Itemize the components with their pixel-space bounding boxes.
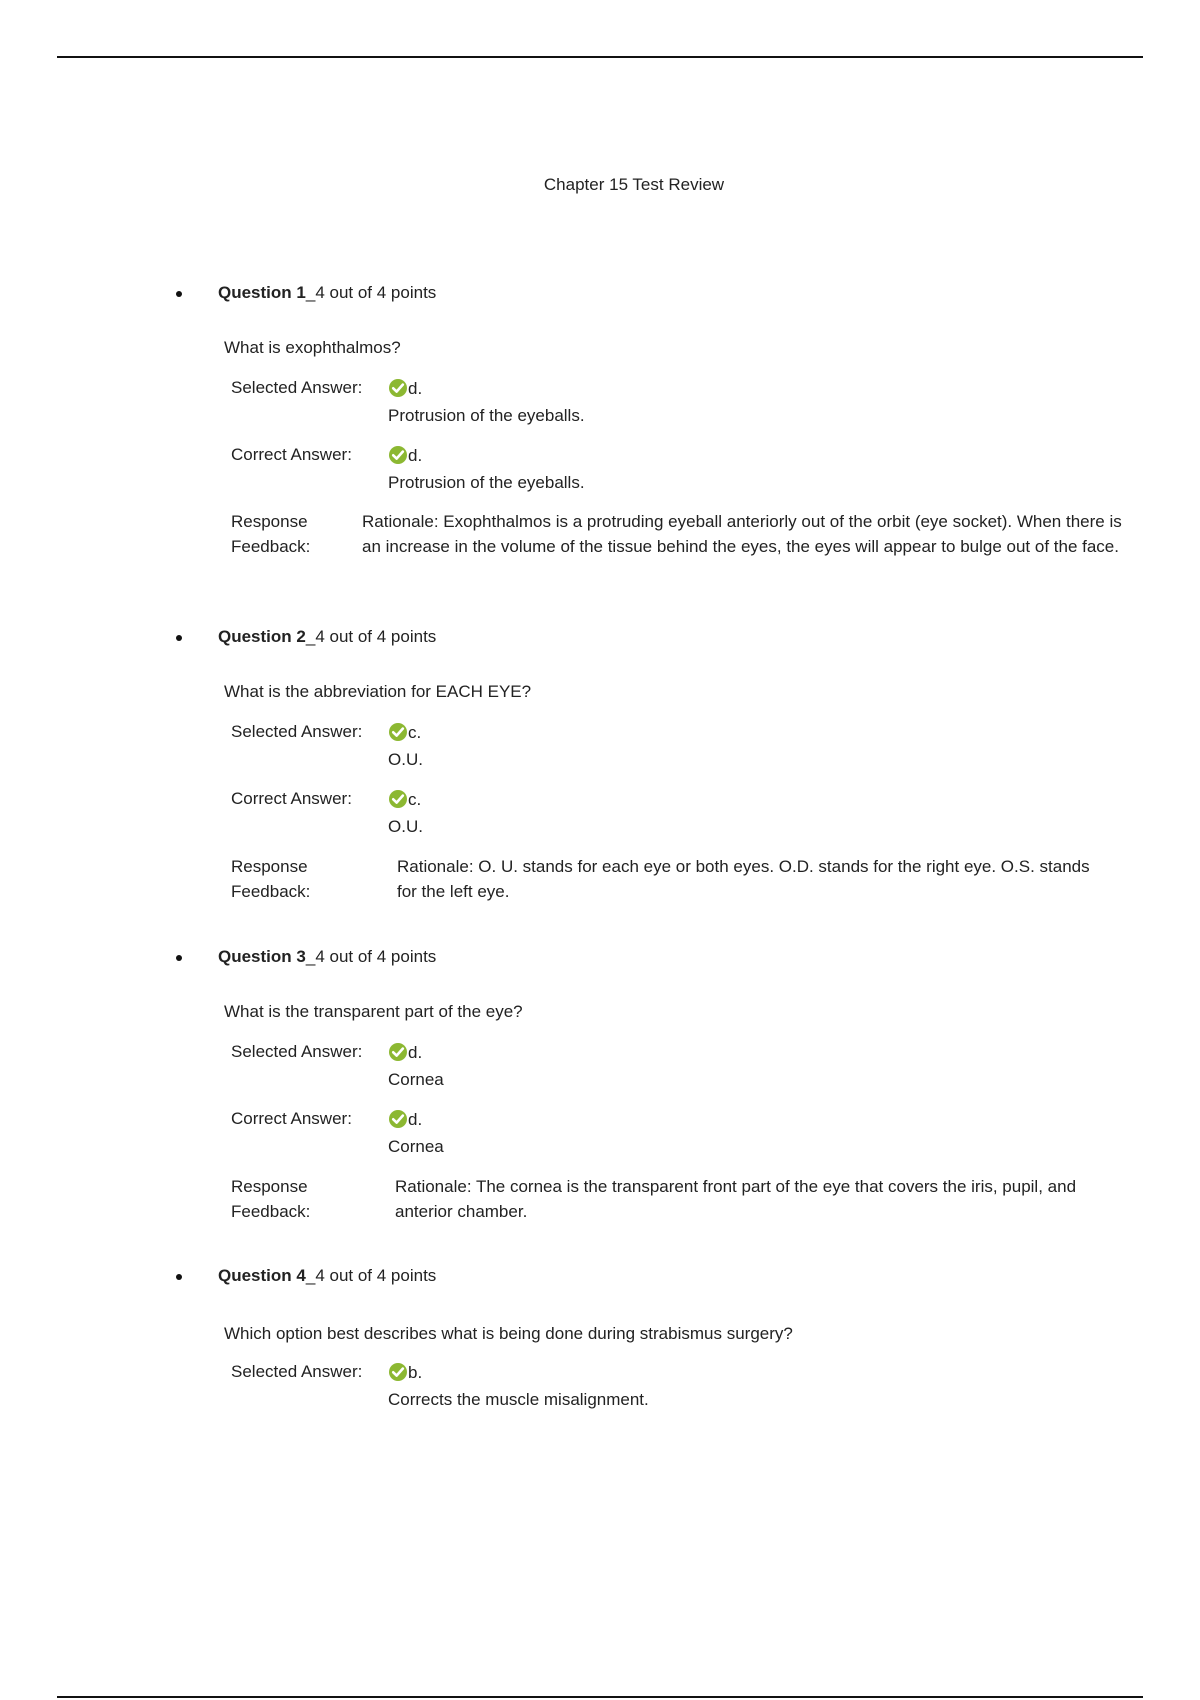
response-feedback-label bbox=[231, 509, 310, 559]
question-number: Question 4 bbox=[218, 1266, 306, 1285]
correct-answer-text: Cornea bbox=[388, 1137, 444, 1156]
question-4 bbox=[176, 1264, 1136, 1409]
question-number: Question 2 bbox=[218, 627, 306, 646]
question-header bbox=[176, 945, 1136, 969]
response-feedback-label bbox=[231, 1174, 310, 1224]
question-header bbox=[176, 281, 1136, 305]
question-text: What is the abbreviation for EACH EYE? bbox=[224, 682, 532, 701]
feedback-label: Feedback: bbox=[231, 1202, 311, 1221]
correct-answer bbox=[388, 786, 423, 840]
question-1 bbox=[176, 281, 1136, 556]
question-2 bbox=[176, 625, 1136, 901]
page-title: Chapter 15 Test Review bbox=[543, 175, 725, 194]
selected-answer-text: Corrects the muscle misalignment. bbox=[388, 1390, 649, 1409]
correct-letter: d. bbox=[408, 446, 423, 465]
question-points: _4 out of 4 points bbox=[305, 627, 437, 646]
selected-answer bbox=[388, 1359, 649, 1413]
selected-answer-text: O.U. bbox=[388, 750, 423, 769]
question-3 bbox=[176, 945, 1136, 1221]
check-icon bbox=[388, 1362, 408, 1382]
correct-answer-label: Correct Answer: bbox=[231, 1109, 352, 1128]
check-icon bbox=[388, 789, 408, 809]
check-icon bbox=[388, 445, 408, 465]
question-number: Question 1 bbox=[218, 283, 306, 302]
check-icon bbox=[388, 378, 408, 398]
selected-letter: c. bbox=[408, 723, 422, 742]
question-number: Question 3 bbox=[218, 947, 306, 966]
correct-answer-label: Correct Answer: bbox=[231, 445, 352, 464]
question-points: _4 out of 4 points bbox=[305, 1266, 437, 1285]
correct-letter: d. bbox=[408, 1110, 423, 1129]
response-label: Response bbox=[231, 1177, 308, 1196]
footer-rule bbox=[57, 1696, 1143, 1698]
bullet-icon bbox=[176, 291, 182, 297]
correct-answer bbox=[388, 1106, 444, 1160]
check-icon bbox=[388, 1109, 408, 1129]
response-feedback-text: Rationale: Exophthalmos is a protruding eyeball anteriorly out of the orbit (eye socket). When there is an increase in the volume of the tissue behind the eyes, the eyes will appear to bulge out of the face. bbox=[362, 512, 1122, 556]
selected-answer bbox=[388, 375, 585, 429]
selected-answer bbox=[388, 719, 423, 773]
bullet-icon bbox=[176, 1274, 182, 1280]
question-text: Which option best describes what is being done during strabismus surgery? bbox=[224, 1324, 793, 1343]
check-icon bbox=[388, 1042, 408, 1062]
header-rule bbox=[57, 56, 1143, 58]
selected-letter: b. bbox=[408, 1363, 423, 1382]
selected-answer-label: Selected Answer: bbox=[231, 1362, 363, 1381]
selected-answer bbox=[388, 1039, 444, 1093]
selected-letter: d. bbox=[408, 379, 423, 398]
response-feedback-text: Rationale: The cornea is the transparent front part of the eye that covers the iris, pupil, and anterior chamber. bbox=[395, 1177, 1077, 1221]
response-label: Response bbox=[231, 857, 308, 876]
selected-answer-text: Cornea bbox=[388, 1070, 444, 1089]
question-text: What is exophthalmos? bbox=[224, 338, 401, 357]
check-icon bbox=[388, 722, 408, 742]
bullet-icon bbox=[176, 635, 182, 641]
correct-answer bbox=[388, 442, 585, 496]
response-feedback-text: Rationale: O. U. stands for each eye or both eyes. O.D. stands for the right eye. O.S. stands for the left eye. bbox=[397, 857, 1090, 901]
response-label: Response bbox=[231, 512, 308, 531]
response-feedback-label bbox=[231, 854, 310, 904]
question-points: _4 out of 4 points bbox=[305, 947, 437, 966]
selected-letter: d. bbox=[408, 1043, 423, 1062]
question-header bbox=[176, 625, 1136, 649]
correct-answer-text: Protrusion of the eyeballs. bbox=[388, 473, 585, 492]
correct-answer-text: O.U. bbox=[388, 817, 423, 836]
selected-answer-label: Selected Answer: bbox=[231, 722, 363, 741]
correct-answer-label: Correct Answer: bbox=[231, 789, 352, 808]
feedback-label: Feedback: bbox=[231, 537, 311, 556]
selected-answer-label: Selected Answer: bbox=[231, 1042, 363, 1061]
correct-letter: c. bbox=[408, 790, 422, 809]
question-text: What is the transparent part of the eye? bbox=[224, 1002, 523, 1021]
question-points: _4 out of 4 points bbox=[305, 283, 437, 302]
selected-answer-label: Selected Answer: bbox=[231, 378, 363, 397]
question-header bbox=[176, 1264, 1136, 1288]
bullet-icon bbox=[176, 955, 182, 961]
selected-answer-text: Protrusion of the eyeballs. bbox=[388, 406, 585, 425]
feedback-label: Feedback: bbox=[231, 882, 311, 901]
